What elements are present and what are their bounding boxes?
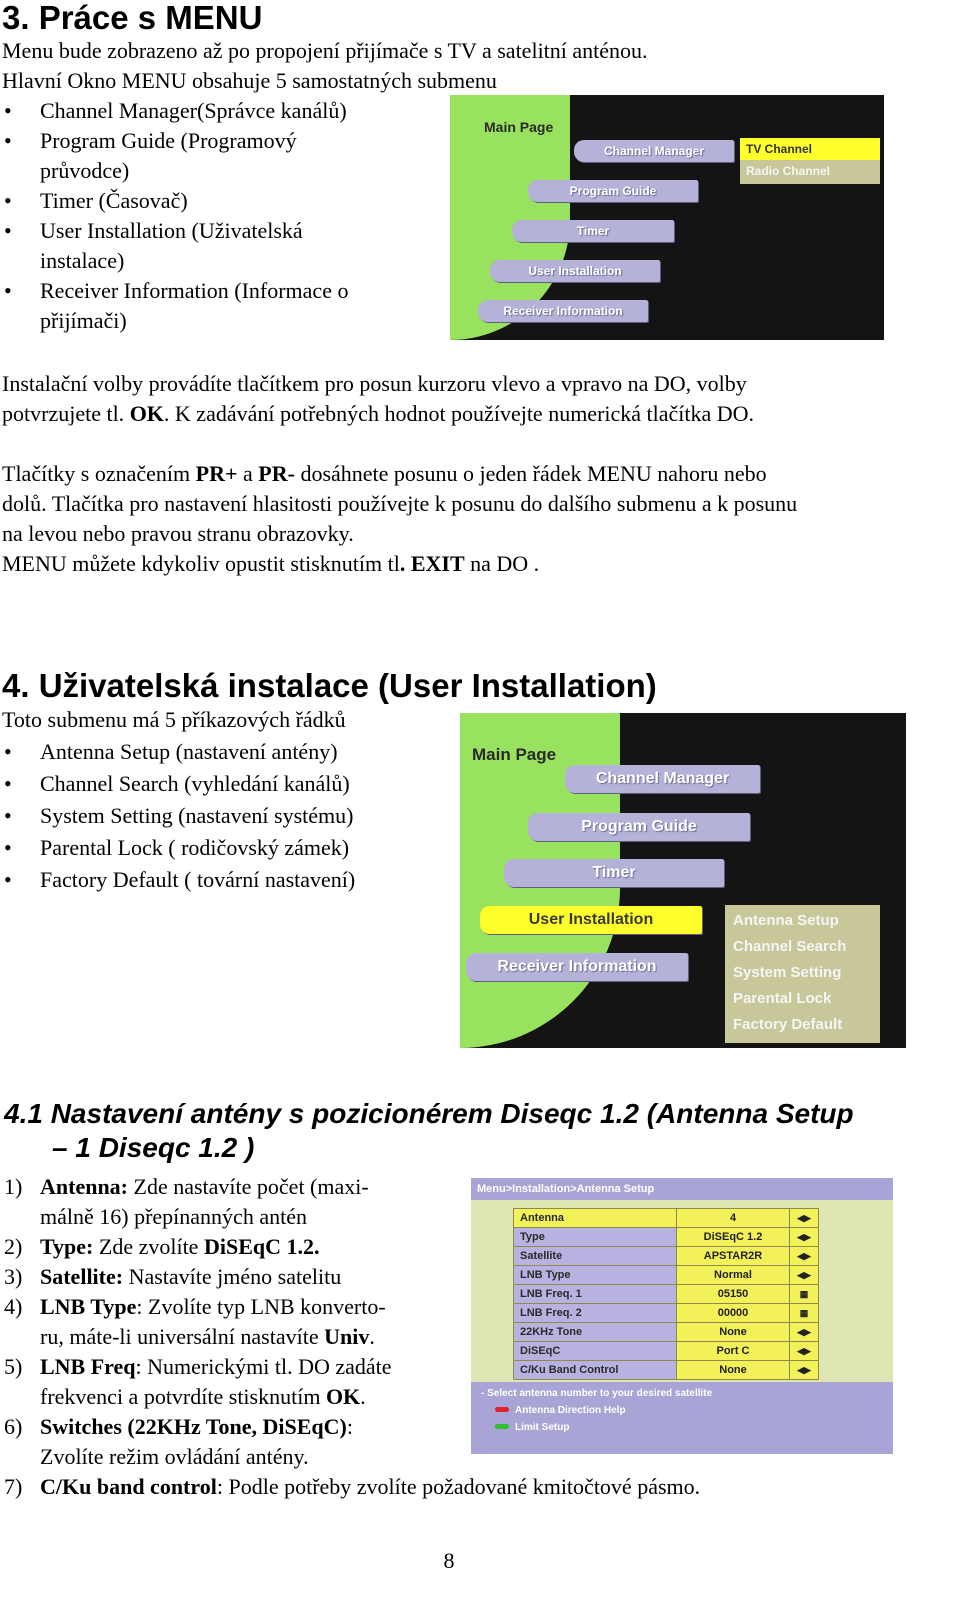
keypad-icon[interactable]: ▦ — [790, 1304, 819, 1323]
table-row[interactable]: Antenna 4 ◀▶ — [514, 1209, 819, 1228]
submenu-item-channel-search[interactable]: Channel Search — [733, 938, 847, 955]
submenu-item-parental-lock[interactable]: Parental Lock — [733, 990, 832, 1007]
submenu-box — [725, 905, 880, 1043]
submenu-item-tv-channel[interactable]: TV Channel — [740, 138, 880, 160]
red-button-icon — [495, 1407, 509, 1412]
help-green[interactable]: Limit Setup — [471, 1416, 893, 1433]
paragraph-install-options: Instalační volby provádíte tlačítkem pro posun kurzoru vlevo a vpravo na DO, volby potvrzujete tl. OK. K zadávání potřebných hodnot používejte numerická tlačítka DO. — [2, 371, 755, 426]
menu-item-program-guide[interactable]: Program Guide — [528, 813, 750, 841]
keypad-icon[interactable]: ▦ — [790, 1285, 819, 1304]
list-item: • Channel Manager(Správce kanálů) — [0, 96, 440, 126]
section-4-1-heading-line-2: – 1 Diseqc 1.2 ) — [52, 1132, 255, 1163]
menu-title: Main Page — [472, 745, 557, 764]
menu-title: Main Page — [484, 119, 554, 135]
list-item: • Timer (Časovač) — [0, 186, 440, 216]
section-3-intro-1: Menu bude zobrazeno až po propojení přijímače s TV a satelitní anténou. — [2, 38, 648, 63]
help-red[interactable]: Antenna Direction Help — [471, 1399, 893, 1416]
table-row[interactable]: LNB Type Normal ◀▶ — [514, 1266, 819, 1285]
submenu-item-radio-channel[interactable]: Radio Channel — [746, 164, 831, 178]
submenu-item-antenna-setup[interactable]: Antenna Setup — [733, 912, 839, 929]
table-row[interactable]: 22KHz Tone None ◀▶ — [514, 1323, 819, 1342]
list-item: 7) C/Ku band control: Podle potřeby zvolíte požadované kmitočtové pásmo. — [4, 1474, 701, 1499]
list-item: • Program Guide (Programový průvodce) — [0, 126, 440, 186]
list-item: 5) LNB Freq: Numerickými tl. DO zadáte frekvenci a potvrdíte stisknutím OK. — [4, 1354, 392, 1409]
menu-item-user-installation[interactable]: User Installation — [490, 260, 660, 282]
arrows-icon[interactable]: ◀▶ — [790, 1228, 819, 1247]
antenna-setup-screenshot — [471, 1178, 893, 1454]
section-3-bullet-list — [0, 96, 440, 336]
arrows-icon[interactable]: ◀▶ — [790, 1342, 819, 1361]
green-button-icon — [495, 1424, 509, 1429]
menu-item-channel-manager[interactable]: Channel Manager — [574, 140, 734, 162]
user-installation-screenshot — [460, 713, 906, 1048]
help-panel — [471, 1382, 893, 1454]
list-item: • System Setting (nastavení systému) — [0, 800, 450, 832]
menu-item-channel-manager[interactable]: Channel Manager — [565, 765, 760, 793]
list-item: • Channel Search (vyhledání kanálů) — [0, 768, 450, 800]
submenu-item-factory-default[interactable]: Factory Default — [733, 1016, 843, 1033]
list-item: • Antenna Setup (nastavení antény) — [0, 736, 450, 768]
section-4-1-heading-line-1: 4.1 Nastavení antény s pozicionérem Diseqc 1.2 (Antenna Setup — [4, 1098, 854, 1129]
antenna-settings-table — [513, 1208, 819, 1380]
main-menu-screenshot — [450, 95, 884, 340]
section-4-heading: 4. Uživatelská instalace (User Installation) — [2, 667, 657, 704]
list-item: 2) Type: Zde zvolíte DiSEqC 1.2. — [4, 1234, 320, 1259]
submenu-item-system-setting[interactable]: System Setting — [733, 964, 842, 981]
menu-item-program-guide[interactable]: Program Guide — [528, 180, 698, 202]
section-3-intro-2: Hlavní Okno MENU obsahuje 5 samostatných submenu — [2, 68, 497, 93]
table-row[interactable]: DiSEqC Port C ◀▶ — [514, 1342, 819, 1361]
arrows-icon[interactable]: ◀▶ — [790, 1247, 819, 1266]
menu-item-timer[interactable]: Timer — [512, 220, 674, 242]
list-item: • Parental Lock ( rodičovský zámek) — [0, 832, 450, 864]
arrows-icon[interactable]: ◀▶ — [790, 1323, 819, 1342]
paragraph-navigation: Tlačítky s označením PR+ a PR- dosáhnete posunu o jeden řádek MENU nahoru nebo dolů. Tlačítka pro nastavení hlasitosti používejte k posunu do dalšího submenu a k posunu na levou nebo pravou stranu obrazovky. MENU můžete kdykoliv opustit stisknutím tl. EXIT na DO . — [2, 461, 798, 576]
list-item: 4) LNB Type: Zvolíte typ LNB konverto- ru, máte-li universální nastavíte Univ. — [4, 1294, 386, 1349]
submenu-box — [740, 138, 880, 184]
list-item: • Factory Default ( tovární nastavení) — [0, 864, 450, 896]
arrows-icon[interactable]: ◀▶ — [790, 1361, 819, 1380]
section-4-intro: Toto submenu má 5 příkazových řádků — [2, 707, 346, 732]
menu-item-receiver-information[interactable]: Receiver Information — [466, 953, 688, 981]
list-item: 1) Antenna: Zde nastavíte počet (maxi- málně 16) přepínanných antén — [4, 1174, 369, 1229]
table-row[interactable]: C/Ku Band Control None ◀▶ — [514, 1361, 819, 1380]
section-4-bullet-list — [0, 736, 450, 896]
menu-item-user-installation[interactable]: User Installation — [480, 906, 702, 934]
menu-item-timer[interactable]: Timer — [504, 859, 724, 887]
arrows-icon[interactable]: ◀▶ — [790, 1266, 819, 1285]
list-item: • Receiver Information (Informace o přijímači) — [0, 276, 440, 336]
menu-item-receiver-information[interactable]: Receiver Information — [478, 300, 648, 322]
arrows-icon[interactable]: ◀▶ — [790, 1209, 819, 1228]
hint-text: - Select antenna number to your desired satellite — [481, 1388, 713, 1399]
table-row[interactable]: LNB Freq. 1 05150 ▦ — [514, 1285, 819, 1304]
table-row[interactable]: Satellite APSTAR2R ◀▶ — [514, 1247, 819, 1266]
list-item: • User Installation (Uživatelská instalace) — [0, 216, 440, 276]
section-3-heading: 3. Práce s MENU — [2, 0, 263, 36]
breadcrumb: Menu>Installation>Antenna Setup — [471, 1178, 893, 1200]
table-row[interactable]: Type DiSEqC 1.2 ◀▶ — [514, 1228, 819, 1247]
page-number: 8 — [443, 1548, 455, 1573]
list-item: 6) Switches (22KHz Tone, DiSEqC): Zvolíte režim ovládání antény. — [4, 1414, 353, 1469]
list-item: 3) Satellite: Nastavíte jméno satelitu — [4, 1264, 342, 1289]
table-row[interactable]: LNB Freq. 2 00000 ▦ — [514, 1304, 819, 1323]
